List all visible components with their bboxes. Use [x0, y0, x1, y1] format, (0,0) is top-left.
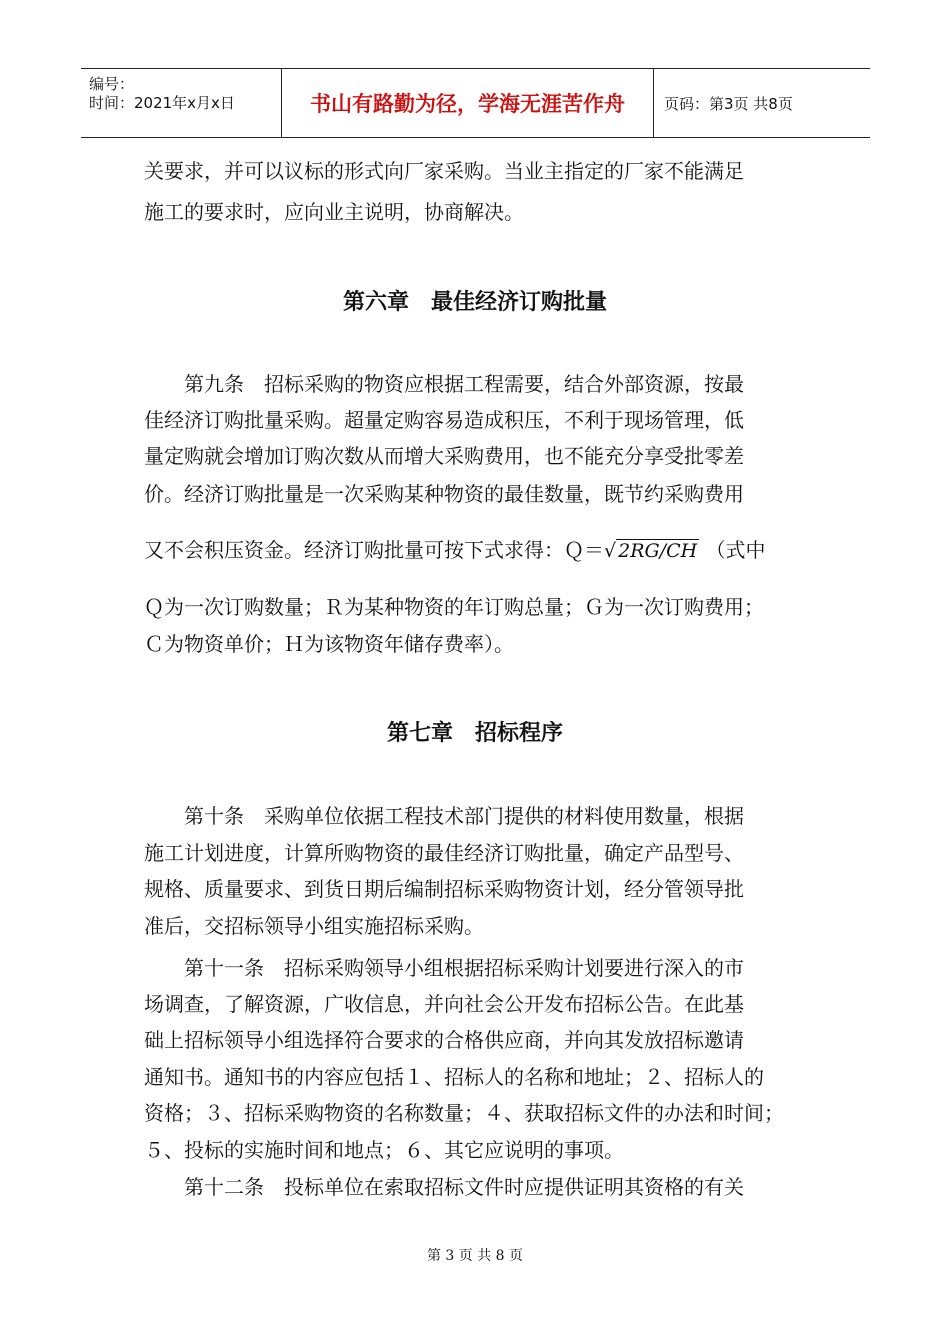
formula-radicand: 2RG/CH [618, 540, 698, 562]
header-motto: 书山有路勤为径，学海无涯苦作舟 [282, 69, 654, 137]
chapter-6-title: 第六章 最佳经济订购批量 [342, 290, 607, 315]
document-header [81, 68, 870, 138]
article-11-line: 通知书。通知书的内容应包括１、招标人的名称和地址；２、招标人的 [144, 1065, 764, 1089]
header-page-info: 页码：第3页 共8页 [664, 94, 793, 113]
article-9-formula-line [144, 536, 766, 565]
formula-suffix: （式中 [705, 538, 766, 562]
article-9-line: 量定购就会增加订购次数从而增大采购费用，也不能充分享受批零差 [144, 444, 744, 468]
article-9-line: 第九条 招标采购的物资应根据工程需要，结合外部资源，按最 [144, 372, 744, 396]
formula-prefix: 又不会积压资金。经济订购批量可按下式求得：Ｑ＝ [144, 538, 604, 562]
article-11-line: 础上招标领导小组选择符合要求的合格供应商，并向其发放招标邀请 [144, 1028, 744, 1052]
article-9-line: 价。经济订购批量是一次采购某种物资的最佳数量，既节约采购费用 [144, 482, 744, 506]
article-9-line: Ｃ为物资单价；Ｈ为该物资年储存费率）。 [144, 632, 514, 656]
page-footer: 第 3 页 共 8 页 [426, 1248, 524, 1264]
article-11-line: 场调查，了解资源，广收信息，并向社会公开发布招标公告。在此基 [144, 992, 744, 1016]
document-date-label: 时间：2021年x月x日 [89, 94, 235, 112]
eoq-formula: √ 2RG/CH [604, 540, 698, 562]
article-10-line: 施工计划进度，计算所购物资的最佳经济订购批量，确定产品型号、 [144, 841, 744, 865]
document-number-label: 编号： [89, 75, 135, 93]
article-12-line: 第十二条 投标单位在索取招标文件时应提供证明其资格的有关 [144, 1175, 744, 1199]
paragraph-line: 施工的要求时，应向业主说明，协商解决。 [144, 200, 524, 224]
article-9-line: 佳经济订购批量采购。超量定购容易造成积压，不利于现场管理，低 [144, 408, 744, 432]
chapter-7-title: 第七章 招标程序 [386, 721, 563, 746]
article-11-line: 第十一条 招标采购领导小组根据招标采购计划要进行深入的市 [144, 956, 744, 980]
article-10-line: 第十条 采购单位依据工程技术部门提供的材料使用数量，根据 [144, 804, 744, 828]
article-11-line: 资格；３、招标采购物资的名称数量；４、获取招标文件的办法和时间； [144, 1101, 784, 1125]
paragraph-line: 关要求，并可以议标的形式向厂家采购。当业主指定的厂家不能满足 [144, 159, 744, 183]
header-meta-cell [81, 69, 282, 137]
article-9-line: Ｑ为一次订购数量；Ｒ为某种物资的年订购总量；Ｇ为一次订购费用； [144, 595, 764, 619]
article-11-line: ５、投标的实施时间和地点；６、其它应说明的事项。 [144, 1138, 624, 1162]
article-10-line: 规格、质量要求、到货日期后编制招标采购物资计划，经分管领导批 [144, 877, 744, 901]
article-10-line: 准后，交招标领导小组实施招标采购。 [144, 914, 484, 938]
